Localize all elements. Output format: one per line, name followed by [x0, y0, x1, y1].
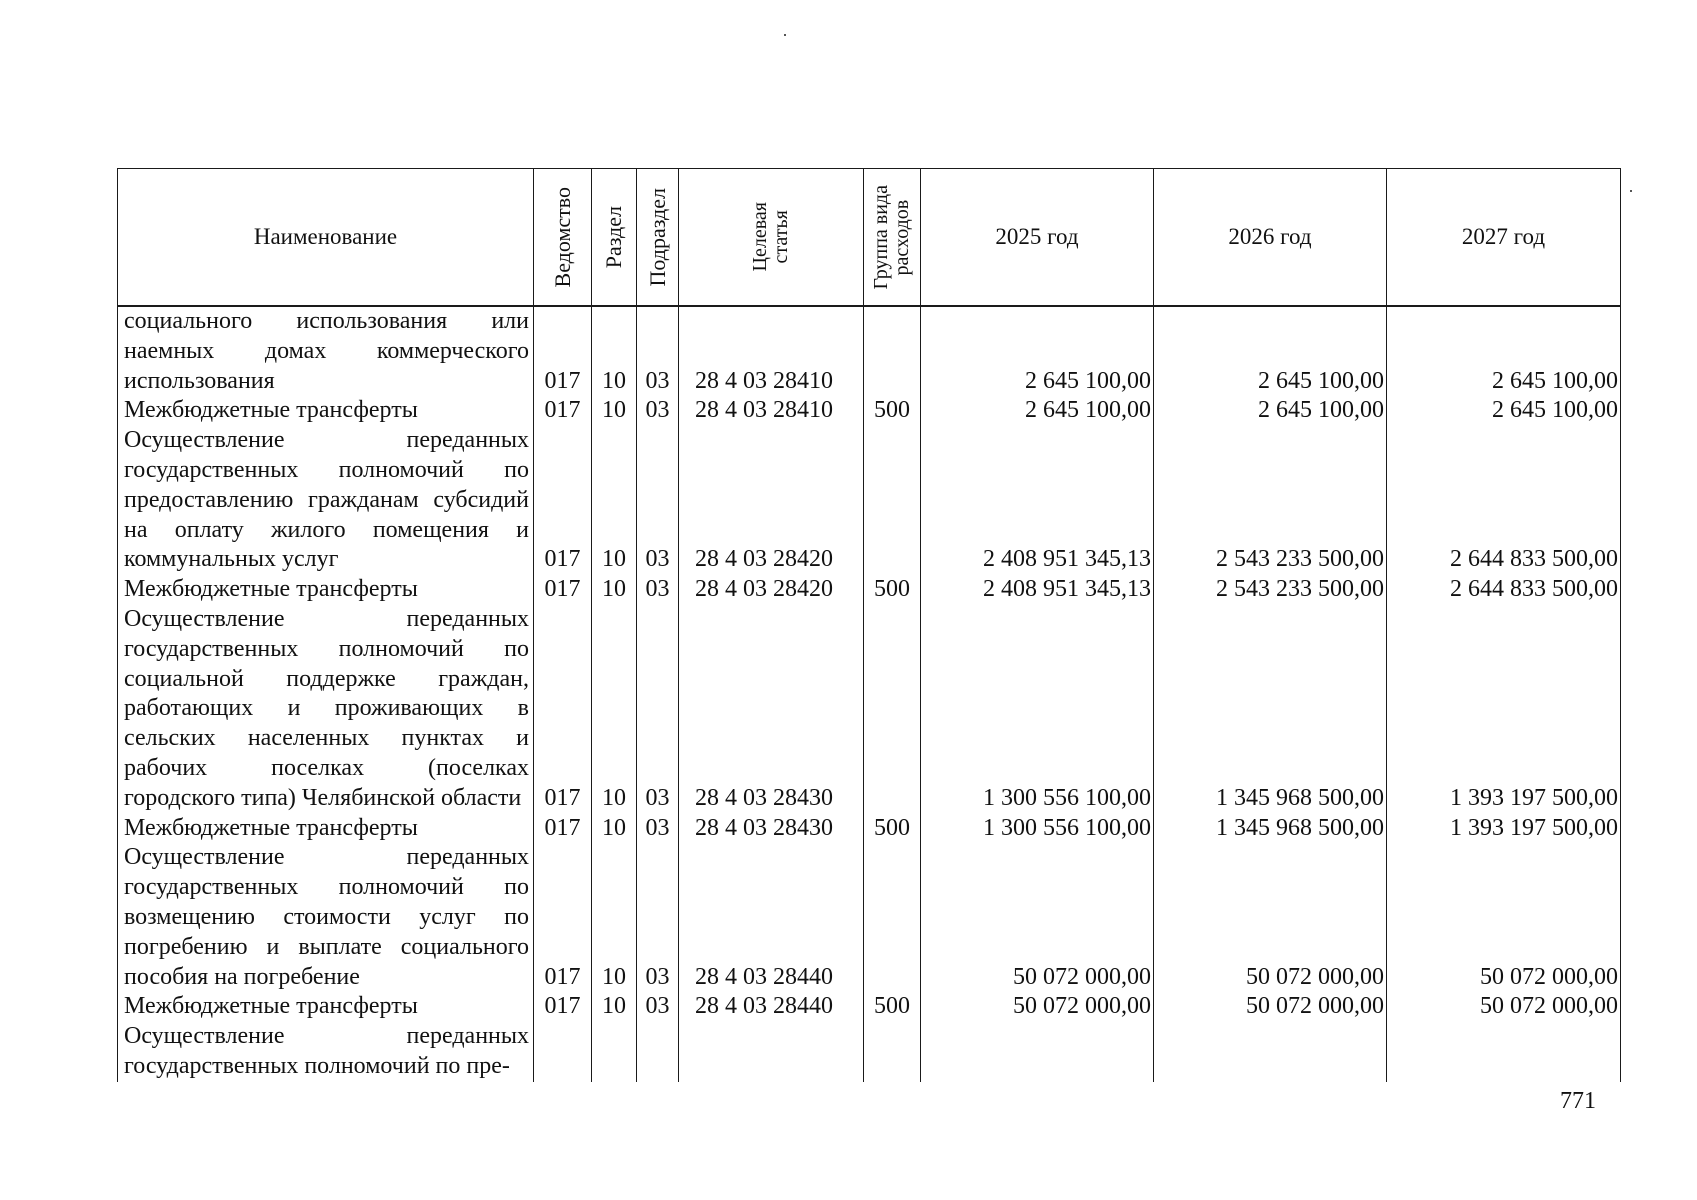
row-celevaya-statya: 28 4 03 28440	[679, 992, 864, 1022]
row-celevaya-statya: 28 4 03 28430	[679, 605, 864, 814]
row-amount-2025: 2 408 951 345,13	[921, 426, 1154, 575]
row-celevaya-statya: 28 4 03 28420	[679, 426, 864, 575]
table-row	[118, 605, 1621, 814]
row-amount-2027: 2 645 100,00	[1387, 306, 1621, 396]
row-amount-2026: 50 072 000,00	[1154, 992, 1387, 1022]
table-row	[118, 396, 1621, 426]
row-amount-2025: 2 408 951 345,13	[921, 575, 1154, 605]
table-row	[118, 843, 1621, 992]
row-amount-2027: 1 393 197 500,00	[1387, 814, 1621, 844]
row-gruppa	[864, 426, 921, 575]
row-celevaya-statya	[679, 1022, 864, 1082]
scan-speck	[784, 34, 786, 36]
row-amount-2026: 1 345 968 500,00	[1154, 605, 1387, 814]
row-amount-2025: 2 645 100,00	[921, 396, 1154, 426]
row-celevaya-statya: 28 4 03 28420	[679, 575, 864, 605]
page-number: 771	[1560, 1088, 1596, 1114]
row-gruppa	[864, 843, 921, 992]
table-body	[118, 306, 1621, 1082]
header-year-2027: 2027 год	[1387, 169, 1621, 307]
row-amount-2026: 2 645 100,00	[1154, 306, 1387, 396]
row-celevaya-statya: 28 4 03 28410	[679, 396, 864, 426]
row-name: Межбюджетные трансферты	[118, 992, 534, 1022]
row-amount-2025: 50 072 000,00	[921, 843, 1154, 992]
row-gruppa: 500	[864, 575, 921, 605]
row-podrazdel: 03	[637, 575, 679, 605]
header-name: Наименование	[118, 169, 534, 307]
row-podrazdel	[637, 1022, 679, 1082]
row-amount-2027	[1387, 1022, 1621, 1082]
header-year-2025: 2025 год	[921, 169, 1154, 307]
header-vedomstvo	[534, 169, 592, 307]
table-row	[118, 575, 1621, 605]
row-name: Межбюджетные трансферты	[118, 575, 534, 605]
row-gruppa: 500	[864, 992, 921, 1022]
row-name: Осуществление переданных государственных полномочий по пре-	[118, 1022, 534, 1082]
row-vedomstvo	[534, 1022, 592, 1082]
row-name: Межбюджетные трансферты	[118, 814, 534, 844]
row-vedomstvo: 017	[534, 396, 592, 426]
header-celevaya-statya	[679, 169, 864, 307]
row-gruppa	[864, 306, 921, 396]
table-row	[118, 1022, 1621, 1082]
row-razdel: 10	[592, 605, 637, 814]
scan-speck	[1630, 190, 1632, 192]
row-razdel: 10	[592, 306, 637, 396]
row-razdel: 10	[592, 575, 637, 605]
budget-table	[117, 168, 1621, 1082]
row-podrazdel: 03	[637, 992, 679, 1022]
row-amount-2026: 2 543 233 500,00	[1154, 426, 1387, 575]
table-row	[118, 426, 1621, 575]
row-gruppa: 500	[864, 396, 921, 426]
row-razdel: 10	[592, 814, 637, 844]
row-razdel: 10	[592, 426, 637, 575]
row-amount-2025: 2 645 100,00	[921, 306, 1154, 396]
row-amount-2027: 2 645 100,00	[1387, 396, 1621, 426]
row-vedomstvo: 017	[534, 605, 592, 814]
table-header	[118, 169, 1621, 307]
row-amount-2025: 1 300 556 100,00	[921, 814, 1154, 844]
row-amount-2025: 1 300 556 100,00	[921, 605, 1154, 814]
table-row	[118, 306, 1621, 396]
row-name: Межбюджетные трансферты	[118, 396, 534, 426]
header-gruppa-label: Группа вида расходов	[870, 184, 913, 290]
table-row	[118, 992, 1621, 1022]
row-gruppa	[864, 1022, 921, 1082]
budget-table-sheet	[117, 168, 1620, 1080]
header-vedomstvo-label: Ведомство	[549, 186, 575, 288]
row-podrazdel: 03	[637, 814, 679, 844]
row-razdel: 10	[592, 992, 637, 1022]
row-amount-2025	[921, 1022, 1154, 1082]
row-amount-2026: 1 345 968 500,00	[1154, 814, 1387, 844]
row-name: Осуществление переданных государственных полномочий по возмещению стоимости услуг по погребению и выплате социального пособия на погребение	[118, 843, 534, 992]
table-row	[118, 814, 1621, 844]
row-vedomstvo: 017	[534, 992, 592, 1022]
row-amount-2025: 50 072 000,00	[921, 992, 1154, 1022]
row-razdel	[592, 1022, 637, 1082]
row-vedomstvo: 017	[534, 843, 592, 992]
row-gruppa	[864, 605, 921, 814]
row-vedomstvo: 017	[534, 306, 592, 396]
row-name: социального использования или наемных домах коммерческого использования	[118, 306, 534, 396]
row-amount-2027: 2 644 833 500,00	[1387, 575, 1621, 605]
row-razdel: 10	[592, 843, 637, 992]
row-razdel: 10	[592, 396, 637, 426]
row-amount-2026: 2 645 100,00	[1154, 396, 1387, 426]
row-amount-2026	[1154, 1022, 1387, 1082]
header-podrazdel	[637, 169, 679, 307]
row-podrazdel: 03	[637, 605, 679, 814]
row-podrazdel: 03	[637, 306, 679, 396]
row-podrazdel: 03	[637, 396, 679, 426]
header-gruppa-vida-rashodov	[864, 169, 921, 307]
row-amount-2026: 50 072 000,00	[1154, 843, 1387, 992]
row-name: Осуществление переданных государственных полномочий по предоставлению гражданам субсидий на оплату жилого помещения и коммунальных услуг	[118, 426, 534, 575]
row-amount-2027: 50 072 000,00	[1387, 992, 1621, 1022]
row-gruppa: 500	[864, 814, 921, 844]
row-vedomstvo: 017	[534, 426, 592, 575]
row-celevaya-statya: 28 4 03 28410	[679, 306, 864, 396]
header-razdel	[592, 169, 637, 307]
header-podrazdel-label: Подраздел	[644, 187, 670, 287]
row-amount-2027: 2 644 833 500,00	[1387, 426, 1621, 575]
row-vedomstvo: 017	[534, 814, 592, 844]
row-celevaya-statya: 28 4 03 28440	[679, 843, 864, 992]
row-vedomstvo: 017	[534, 575, 592, 605]
row-name: Осуществление переданных государственных полномочий по социальной поддержке граждан, работающих и проживающих в сельских населенных пунктах и рабочих поселках (поселках городского типа) Челябинской области	[118, 605, 534, 814]
header-celevaya-label: Целевая статья	[749, 202, 792, 272]
row-celevaya-statya: 28 4 03 28430	[679, 814, 864, 844]
header-year-2026: 2026 год	[1154, 169, 1387, 307]
header-razdel-label: Раздел	[601, 205, 627, 269]
row-amount-2027: 1 393 197 500,00	[1387, 605, 1621, 814]
row-podrazdel: 03	[637, 843, 679, 992]
row-amount-2027: 50 072 000,00	[1387, 843, 1621, 992]
row-amount-2026: 2 543 233 500,00	[1154, 575, 1387, 605]
row-podrazdel: 03	[637, 426, 679, 575]
